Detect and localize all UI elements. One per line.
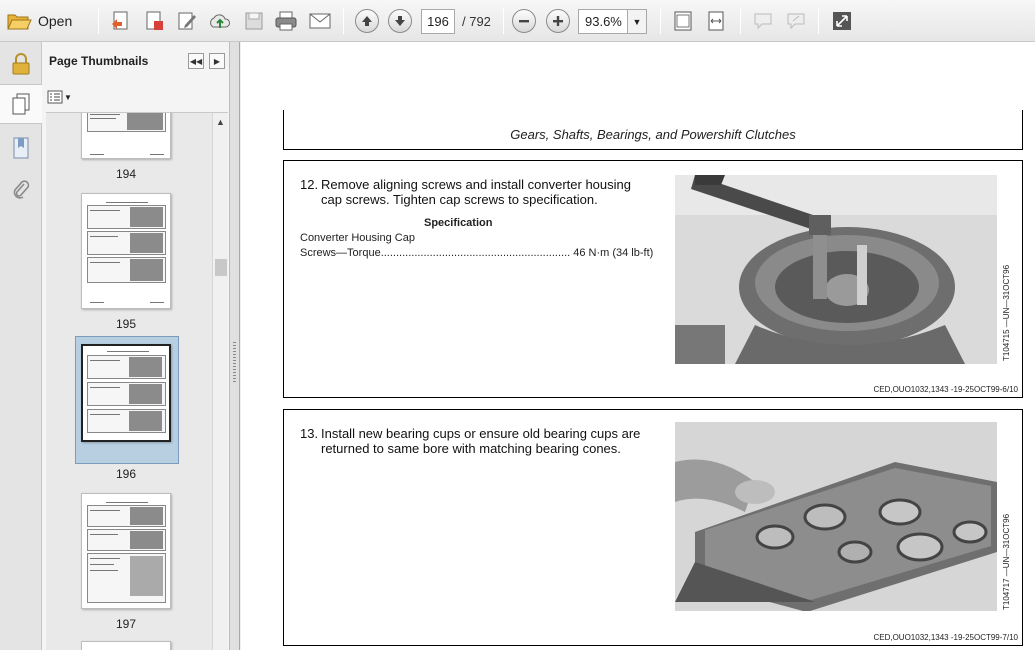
image-code: T104717 —UN—31OCT96 [1002, 513, 1011, 610]
open-button[interactable] [6, 8, 72, 34]
email-button[interactable] [307, 8, 333, 34]
collapse-panel-button[interactable] [188, 53, 204, 69]
email-icon [308, 11, 332, 31]
save-button[interactable] [241, 8, 267, 34]
scroll-up-icon[interactable]: ▲ [216, 117, 225, 127]
upload-button[interactable] [207, 8, 233, 34]
step-number: 13. [300, 426, 319, 441]
page-thumbnails-button[interactable] [0, 84, 42, 124]
next-page-button[interactable] [388, 9, 412, 33]
thumbnail-label: 196 [115, 467, 137, 481]
toolbar-separator [818, 8, 819, 34]
thumbnail-page[interactable] [81, 193, 171, 309]
panel-header [42, 42, 230, 80]
thumbnails-panel [42, 42, 230, 650]
thumbnail-label: 194 [115, 167, 137, 181]
thumbnail-page[interactable] [81, 641, 171, 650]
create-pdf-icon [110, 10, 132, 32]
splitter-grip[interactable] [233, 342, 236, 382]
procedure-step [283, 160, 1023, 398]
step-number: 12. [300, 177, 319, 192]
toolbar-separator [503, 8, 504, 34]
thumbnail-label: 197 [115, 617, 137, 631]
edit-button[interactable] [174, 8, 200, 34]
thumbnail-page[interactable] [81, 112, 171, 159]
document-view[interactable] [241, 42, 1035, 650]
page-number-input[interactable]: 196 [421, 9, 455, 34]
export-pdf-icon [143, 10, 165, 32]
procedure-step [283, 409, 1023, 646]
comment-icon [752, 11, 774, 31]
create-pdf-button[interactable] [108, 8, 134, 34]
previous-page-button[interactable] [355, 9, 379, 33]
sign-button[interactable] [783, 8, 809, 34]
fit-width-icon [705, 10, 727, 32]
upload-cloud-icon [208, 10, 232, 32]
save-icon [244, 11, 264, 31]
zoom-in-button[interactable] [546, 9, 570, 33]
page-total: / 792 [462, 14, 491, 29]
spec-item-name: Converter Housing Cap [300, 232, 415, 244]
panel-splitter[interactable] [230, 42, 240, 650]
scrollbar-thumb[interactable] [215, 259, 227, 276]
zoom-out-button[interactable] [512, 9, 536, 33]
zoom-dropdown-button[interactable] [627, 9, 647, 34]
dropdown-arrow-icon: ▼ [64, 92, 72, 102]
attachment-icon [11, 178, 31, 202]
bookmark-icon [11, 136, 31, 160]
toolbar-separator [98, 8, 99, 34]
page-up-icon [360, 14, 374, 28]
options-list-icon [47, 90, 63, 104]
bookmarks-button[interactable] [0, 128, 42, 168]
zoom-in-icon [551, 14, 565, 28]
spec-item-value: Screws—Torque.............................................................. 46 N·m (34 lb-ft) [300, 247, 654, 259]
export-pdf-button[interactable] [141, 8, 167, 34]
panel-title: Page Thumbnails [49, 54, 149, 68]
lock-icon [10, 52, 32, 76]
fit-page-button[interactable] [670, 8, 696, 34]
image-code: T104715 —UN—31OCT96 [1002, 264, 1011, 361]
fullscreen-button[interactable] [829, 8, 855, 34]
toolbar-separator [740, 8, 741, 34]
main-toolbar [0, 0, 1035, 42]
page-down-icon [393, 14, 407, 28]
toolbar-separator [343, 8, 344, 34]
print-button[interactable] [273, 8, 299, 34]
edit-icon [176, 10, 198, 32]
open-label: Open [38, 13, 73, 29]
security-button[interactable] [0, 44, 42, 84]
transmission-case-photo [675, 422, 997, 611]
step-text: Remove aligning screws and install converter housing cap screws. Tighten cap screws to specification. [321, 177, 631, 207]
fullscreen-icon [831, 10, 853, 32]
step-photo [675, 175, 997, 364]
zoom-level-input[interactable]: 93.6% [578, 9, 628, 34]
thumbnail-page-selected[interactable] [81, 344, 171, 442]
reference-code: CED,OUO1032,1343 -19-25OCT99-7/10 [873, 633, 1018, 642]
zoom-dropdown-icon: ▼ [632, 16, 642, 27]
toolbar-separator [660, 8, 661, 34]
thumbnail-page[interactable] [81, 493, 171, 609]
thumbnail-scrollbar[interactable] [212, 113, 228, 650]
pages-icon [10, 92, 32, 116]
section-title: Gears, Shafts, Bearings, and Powershift Clutches [510, 127, 796, 142]
attachments-button[interactable] [0, 170, 42, 210]
thumbnail-label: 195 [115, 317, 137, 331]
converter-housing-photo [675, 175, 997, 364]
fit-width-button[interactable] [703, 8, 729, 34]
step-photo [675, 422, 997, 611]
fit-page-icon [672, 10, 694, 32]
zoom-out-icon [517, 14, 531, 28]
step-text: Install new bearing cups or ensure old bearing cups are returned to same bore with matching bearing cones. [321, 426, 641, 456]
navigation-rail [0, 42, 42, 650]
chevron-right-icon: ▶ [213, 56, 221, 66]
print-icon [274, 10, 298, 32]
reference-code: CED,OUO1032,1343 -19-25OCT99-6/10 [873, 385, 1018, 394]
sign-icon [785, 11, 807, 31]
open-folder-icon [6, 10, 32, 32]
expand-panel-button[interactable] [209, 53, 225, 69]
double-chevron-left-icon: ◀◀ [189, 56, 203, 66]
thumbnail-list [46, 112, 228, 650]
spec-heading: Specification [424, 217, 493, 229]
thumbnail-options-button[interactable] [47, 88, 73, 106]
comment-button[interactable] [750, 8, 776, 34]
